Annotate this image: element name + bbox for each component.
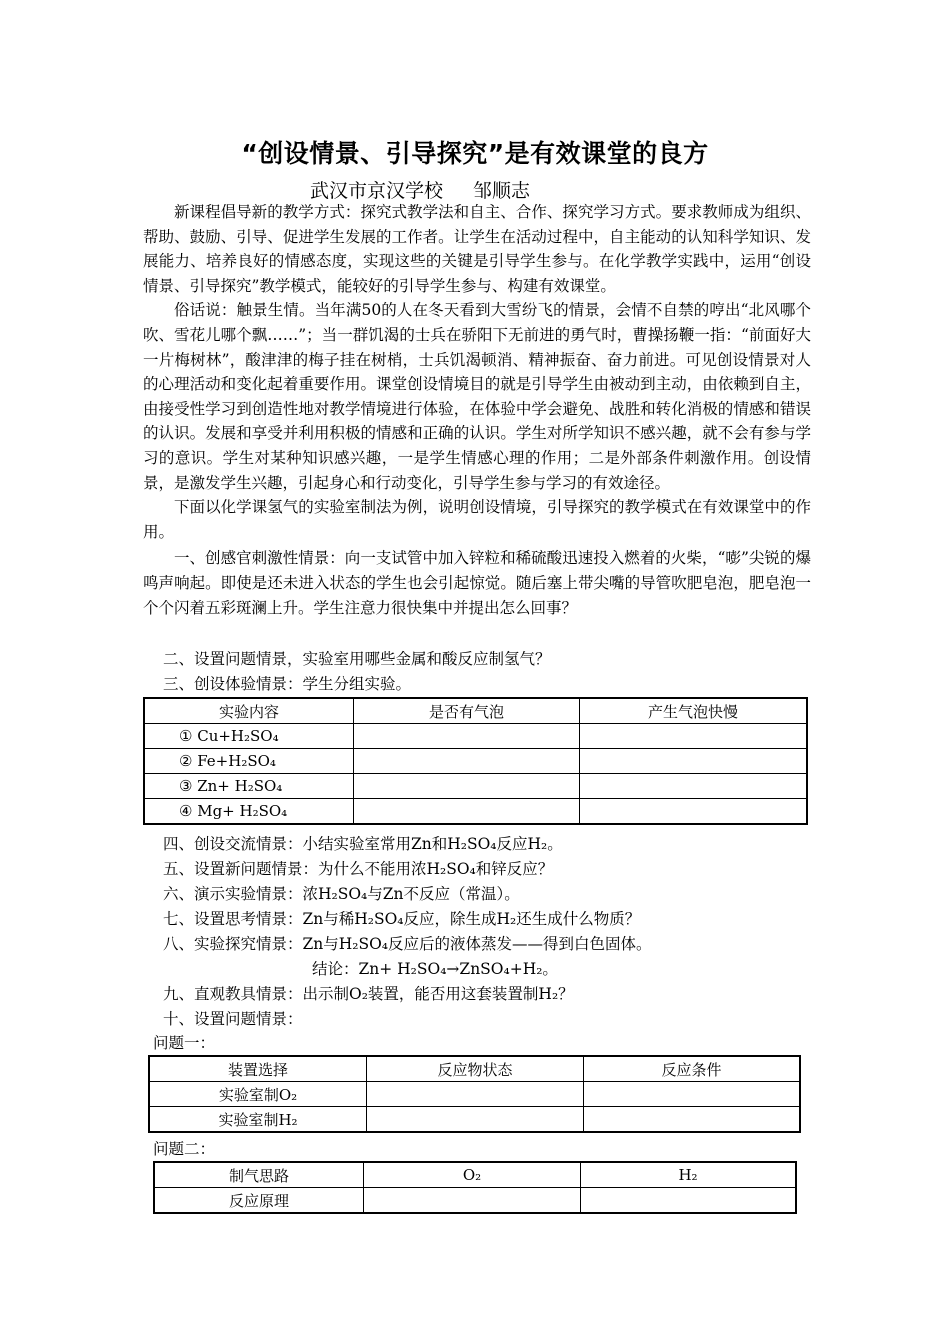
- table-row: [149, 1107, 800, 1133]
- table-header: 实验内容: [144, 698, 354, 724]
- question1-label: 问题一：: [153, 1034, 216, 1052]
- table-cell: [367, 1082, 584, 1107]
- question2-label: 问题二：: [153, 1140, 216, 1158]
- table-header-row: [154, 1162, 796, 1188]
- page-title: “创设情景、引导探究”是有效课堂的良方: [241, 139, 709, 168]
- author-line: [310, 176, 530, 203]
- table-row: [154, 1188, 796, 1214]
- conclusion: 结论：Zn+ H₂SO₄→ZnSO₄+H₂。: [312, 960, 558, 978]
- paragraph: 新课程倡导新的教学方式：探究式教学法和自主、合作、探究学习方式。要求教师成为组织、帮助、鼓励、引导、促进学生发展的工作者。让学生在活动过程中，自主能动的认知科学知识、发展能力、培养良好的情感态度，实现这些的关键是引导学生参与。在化学教学实践中，运用“创设情景、引导探究”教学模式，能较好的引导学生参与、构建有效课堂。: [143, 203, 811, 295]
- table-cell: [580, 774, 808, 799]
- table-cell: [354, 749, 580, 774]
- table-cell: [581, 1188, 797, 1214]
- table-header: 反应条件: [584, 1056, 801, 1082]
- author-school: 武汉市京汉学校: [310, 180, 444, 202]
- paragraph: 一、创感官刺激性情景：向一支试管中加入锌粒和稀硫酸迅速投入燃着的火柴，“嘭”尖锐的爆鸣声响起。即使是还未进入状态的学生也会引起惊觉。随后塞上带尖嘴的导管吹肥皂泡，肥皂泡一个个闪着五彩斑澜上升。学生注意力很快集中并提出怎么回事？: [143, 549, 811, 617]
- table-row: [144, 774, 807, 799]
- experiment-table: [143, 697, 808, 825]
- table-header: O₂: [364, 1162, 581, 1188]
- table-cell: [354, 724, 580, 749]
- table-header: 反应物状态: [367, 1056, 584, 1082]
- table-cell: ③ Zn+ H₂SO₄: [144, 774, 354, 799]
- table-row: [144, 799, 807, 825]
- table-cell: [580, 749, 808, 774]
- table-cell: 实验室制H₂: [149, 1107, 367, 1133]
- step-3: 三、创设体验情景：学生分组实验。: [163, 675, 412, 693]
- table-cell: [580, 724, 808, 749]
- table-cell: [584, 1107, 801, 1133]
- table-row: [144, 724, 807, 749]
- paragraph: 俗话说：触景生情。当年满50的人在冬天看到大雪纷飞的情景，会情不自禁的哼出“北风哪个吹、雪花儿哪个飘……”；当一群饥渴的士兵在骄阳下无前进的勇气时，曹操扬鞭一指：“前面好大一片梅树林”，酸津津的梅子挂在树梢，士兵饥渴顿消、精神振奋、奋力前进。可见创设情景对人的心理活动和变化起着重要作用。课堂创设情境目的就是引导学生由被动到主动，由依赖到自主，由接受性学习到创造性地对教学情境进行体验，在体验中学会避免、战胜和转化消极的情感和错误的认识。发展和享受并利用积极的情感和正确的认识。学生对所学知识不感兴趣，就不会有参与学习的意识。学生对某种知识感兴趣，一是学生情感心理的作用；二是外部条件刺激作用。创设情景，是激发学生兴趣，引起身心和行动变化，引导学生参与学习的有效途径。: [143, 301, 811, 492]
- step-5: 五、设置新问题情景：为什么不能用浓H₂SO₄和锌反应？: [163, 860, 554, 878]
- table-cell: [367, 1107, 584, 1133]
- table-header-row: [144, 698, 807, 724]
- table-cell: ② Fe+H₂SO₄: [144, 749, 354, 774]
- paragraph: 下面以化学课氢气的实验室制法为例，说明创设情境，引导探究的教学模式在有效课堂中的作用。: [143, 498, 811, 541]
- table-cell: 实验室制O₂: [149, 1082, 367, 1107]
- author-name: 邹顺志: [473, 180, 531, 202]
- table-cell: [354, 774, 580, 799]
- step-2: 二、设置问题情景，实验室用哪些金属和酸反应制氢气？: [163, 650, 551, 668]
- table-header: 是否有气泡: [354, 698, 580, 724]
- table-cell: ① Cu+H₂SO₄: [144, 724, 354, 749]
- table-header: 产生气泡快慢: [580, 698, 808, 724]
- step-4: 四、创设交流情景：小结实验室常用Zn和H₂SO₄反应H₂。: [163, 835, 563, 853]
- table-cell: [354, 799, 580, 825]
- body-text: [143, 200, 811, 620]
- table-cell: [584, 1082, 801, 1107]
- table-header-row: [149, 1056, 800, 1082]
- table-cell: 反应原理: [154, 1188, 364, 1214]
- table-row: [144, 749, 807, 774]
- step-9: 九、直观教具情景：出示制O₂装置，能否用这套装置制H₂？: [163, 985, 574, 1003]
- table-row: [149, 1082, 800, 1107]
- table-header: 制气思路: [154, 1162, 364, 1188]
- step-8: 八、实验探究情景：Zn与H₂SO₄反应后的液体蒸发——得到白色固体。: [163, 935, 652, 953]
- question1-table: [148, 1055, 801, 1133]
- step-7: 七、设置思考情景：Zn与稀H₂SO₄反应，除生成H₂还生成什么物质？: [163, 910, 641, 928]
- question2-table: [153, 1161, 797, 1214]
- table-cell: ④ Mg+ H₂SO₄: [144, 799, 354, 825]
- table-cell: [364, 1188, 581, 1214]
- step-6: 六、演示实验情景：浓H₂SO₄与Zn不反应（常温）。: [163, 885, 520, 903]
- step-10: 十、设置问题情景：: [163, 1010, 303, 1028]
- table-cell: [580, 799, 808, 825]
- table-header: 装置选择: [149, 1056, 367, 1082]
- table-header: H₂: [581, 1162, 797, 1188]
